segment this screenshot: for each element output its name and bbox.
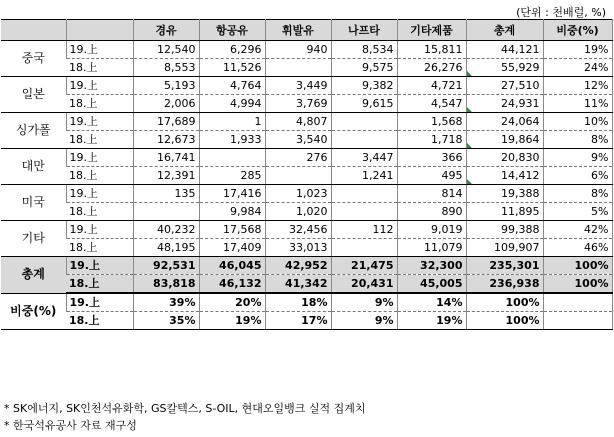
value-cell: 20% <box>199 293 265 312</box>
group-label: 기타 <box>1 221 66 257</box>
value-cell: 6,296 <box>199 41 265 59</box>
value-cell: 19% <box>199 312 265 330</box>
value-cell: 48,195 <box>133 239 199 257</box>
value-cell: 100% <box>466 293 543 312</box>
value-cell: 285 <box>199 167 265 185</box>
header-cell: 기타제품 <box>397 20 466 41</box>
value-cell: 40,232 <box>133 221 199 239</box>
value-cell: 20,431 <box>331 275 397 294</box>
header-cell: 휘발유 <box>265 20 331 41</box>
value-cell: 24,064 <box>466 113 543 131</box>
value-cell: 3,449 <box>265 77 331 95</box>
value-cell: 236,938 <box>466 275 543 294</box>
table-row <box>1 239 612 257</box>
table-row <box>1 113 612 131</box>
period-cell: 18.上 <box>66 59 133 77</box>
table-row <box>1 41 612 59</box>
value-cell <box>331 239 397 257</box>
value-cell: 19% <box>397 312 466 330</box>
value-cell: 235,301 <box>466 257 543 275</box>
period-cell: 18.上 <box>66 167 133 185</box>
unit-note: (단위 : 천배럴, %) <box>516 6 606 19</box>
value-cell: 11% <box>543 95 612 113</box>
period-cell: 18.上 <box>66 131 133 149</box>
footnote: * 한국석유공사 자료 재구성 <box>4 419 137 432</box>
value-cell: 4,547 <box>397 95 466 113</box>
value-cell: 19,388 <box>466 185 543 203</box>
period-cell: 19.上 <box>66 185 133 203</box>
value-cell: 4,807 <box>265 113 331 131</box>
value-cell: 15,811 <box>397 41 466 59</box>
period-cell: 19.上 <box>66 113 133 131</box>
table-row <box>1 257 612 275</box>
value-cell: 5,193 <box>133 77 199 95</box>
header-cell: 항공유 <box>199 20 265 41</box>
value-cell: 14,412 <box>466 167 543 185</box>
value-cell: 100% <box>543 257 612 275</box>
value-cell: 44,121 <box>466 41 543 59</box>
period-cell: 19.上 <box>66 41 133 59</box>
value-cell: 11,079 <box>397 239 466 257</box>
value-cell: 366 <box>397 149 466 167</box>
table-row <box>1 95 612 113</box>
value-cell: 17,568 <box>199 221 265 239</box>
value-cell: 5% <box>543 203 612 221</box>
value-cell: 940 <box>265 41 331 59</box>
header-cell <box>1 20 66 41</box>
value-cell: 8,534 <box>331 41 397 59</box>
value-cell: 11,526 <box>199 59 265 77</box>
value-cell: 1,933 <box>199 131 265 149</box>
value-cell: 39% <box>133 293 199 312</box>
table-row <box>1 77 612 95</box>
value-cell <box>331 203 397 221</box>
group-label: 미국 <box>1 185 66 221</box>
value-cell: 24,931 <box>466 95 543 113</box>
footnotes <box>4 400 366 434</box>
value-cell: 8,553 <box>133 59 199 77</box>
value-cell: 6% <box>543 167 612 185</box>
value-cell: 92,531 <box>133 257 199 275</box>
value-cell: 4,764 <box>199 77 265 95</box>
value-cell: 9,019 <box>397 221 466 239</box>
period-cell: 18.上 <box>66 203 133 221</box>
value-cell: 1,241 <box>331 167 397 185</box>
table-row <box>1 203 612 221</box>
period-cell: 19.上 <box>66 149 133 167</box>
value-cell: 9,615 <box>331 95 397 113</box>
value-cell: 35% <box>133 312 199 330</box>
value-cell: 11,895 <box>466 203 543 221</box>
value-cell: 12,391 <box>133 167 199 185</box>
period-cell: 19.上 <box>66 221 133 239</box>
value-cell: 17,689 <box>133 113 199 131</box>
value-cell: 32,300 <box>397 257 466 275</box>
value-cell: 17% <box>265 312 331 330</box>
group-label: 중국 <box>1 41 66 77</box>
value-cell: 17,416 <box>199 185 265 203</box>
value-cell <box>199 149 265 167</box>
value-cell: 1,568 <box>397 113 466 131</box>
value-cell: 9,575 <box>331 59 397 77</box>
value-cell: 83,818 <box>133 275 199 294</box>
table-row <box>1 275 612 294</box>
value-cell: 19,864 <box>466 131 543 149</box>
value-cell: 3,447 <box>331 149 397 167</box>
header-cell: 총계 <box>466 20 543 41</box>
table-row <box>1 293 612 312</box>
table-row <box>1 312 612 330</box>
value-cell: 8% <box>543 131 612 149</box>
value-cell: 46,045 <box>199 257 265 275</box>
value-cell: 100% <box>466 312 543 330</box>
value-cell: 41,342 <box>265 275 331 294</box>
period-cell: 18.上 <box>66 239 133 257</box>
value-cell: 26,276 <box>397 59 466 77</box>
value-cell: 12% <box>543 77 612 95</box>
value-cell <box>543 293 612 312</box>
value-cell: 135 <box>133 185 199 203</box>
value-cell: 890 <box>397 203 466 221</box>
group-label: 일본 <box>1 77 66 113</box>
value-cell: 276 <box>265 149 331 167</box>
period-cell: 19.上 <box>66 293 133 312</box>
table-body <box>1 41 612 330</box>
group-label: 총계 <box>1 257 66 294</box>
value-cell: 21,475 <box>331 257 397 275</box>
period-cell: 19.上 <box>66 257 133 275</box>
value-cell: 46% <box>543 239 612 257</box>
value-cell: 19% <box>543 41 612 59</box>
header-cell: 비중(%) <box>543 20 612 41</box>
value-cell: 42% <box>543 221 612 239</box>
period-cell: 18.上 <box>66 312 133 330</box>
value-cell: 10% <box>543 113 612 131</box>
table-row <box>1 167 612 185</box>
value-cell: 12,540 <box>133 41 199 59</box>
value-cell: 14% <box>397 293 466 312</box>
value-cell: 99,388 <box>466 221 543 239</box>
value-cell: 16,741 <box>133 149 199 167</box>
value-cell: 1 <box>199 113 265 131</box>
header-cell <box>66 20 133 41</box>
period-cell: 19.上 <box>66 77 133 95</box>
value-cell <box>331 185 397 203</box>
value-cell: 27,510 <box>466 77 543 95</box>
value-cell: 1,020 <box>265 203 331 221</box>
period-cell: 18.上 <box>66 95 133 113</box>
value-cell: 9% <box>331 312 397 330</box>
value-cell: 109,907 <box>466 239 543 257</box>
value-cell: 9% <box>543 149 612 167</box>
value-cell: 9,382 <box>331 77 397 95</box>
value-cell: 495 <box>397 167 466 185</box>
group-label: 비중(%) <box>1 293 66 330</box>
table-row <box>1 149 612 167</box>
period-cell: 18.上 <box>66 275 133 294</box>
value-cell <box>331 131 397 149</box>
value-cell <box>543 312 612 330</box>
value-cell: 45,005 <box>397 275 466 294</box>
value-cell: 42,952 <box>265 257 331 275</box>
header-cell: 경유 <box>133 20 199 41</box>
group-label: 대만 <box>1 149 66 185</box>
value-cell: 55,929 <box>466 59 543 77</box>
value-cell: 1,718 <box>397 131 466 149</box>
header-cell: 나프타 <box>331 20 397 41</box>
table-row <box>1 221 612 239</box>
value-cell: 24% <box>543 59 612 77</box>
value-cell: 814 <box>397 185 466 203</box>
value-cell: 3,769 <box>265 95 331 113</box>
footnote: * SK에너지, SK인천석유화학, GS칼텍스, S-OIL, 현대오일뱅크 실적 집계치 <box>4 402 366 415</box>
value-cell: 32,456 <box>265 221 331 239</box>
value-cell <box>265 59 331 77</box>
value-cell: 12,673 <box>133 131 199 149</box>
value-cell: 112 <box>331 221 397 239</box>
value-cell <box>133 203 199 221</box>
value-cell <box>265 167 331 185</box>
value-cell: 33,013 <box>265 239 331 257</box>
table-row <box>1 131 612 149</box>
header-row <box>1 20 612 41</box>
value-cell: 4,994 <box>199 95 265 113</box>
value-cell: 9,984 <box>199 203 265 221</box>
value-cell: 46,132 <box>199 275 265 294</box>
value-cell: 18% <box>265 293 331 312</box>
export-table <box>1 19 613 330</box>
table-row <box>1 185 612 203</box>
value-cell: 20,830 <box>466 149 543 167</box>
value-cell: 3,540 <box>265 131 331 149</box>
value-cell: 100% <box>543 275 612 294</box>
value-cell: 17,409 <box>199 239 265 257</box>
value-cell <box>331 113 397 131</box>
group-label: 싱가폴 <box>1 113 66 149</box>
value-cell: 8% <box>543 185 612 203</box>
value-cell: 4,721 <box>397 77 466 95</box>
value-cell: 2,006 <box>133 95 199 113</box>
table-row <box>1 59 612 77</box>
value-cell: 9% <box>331 293 397 312</box>
value-cell: 1,023 <box>265 185 331 203</box>
